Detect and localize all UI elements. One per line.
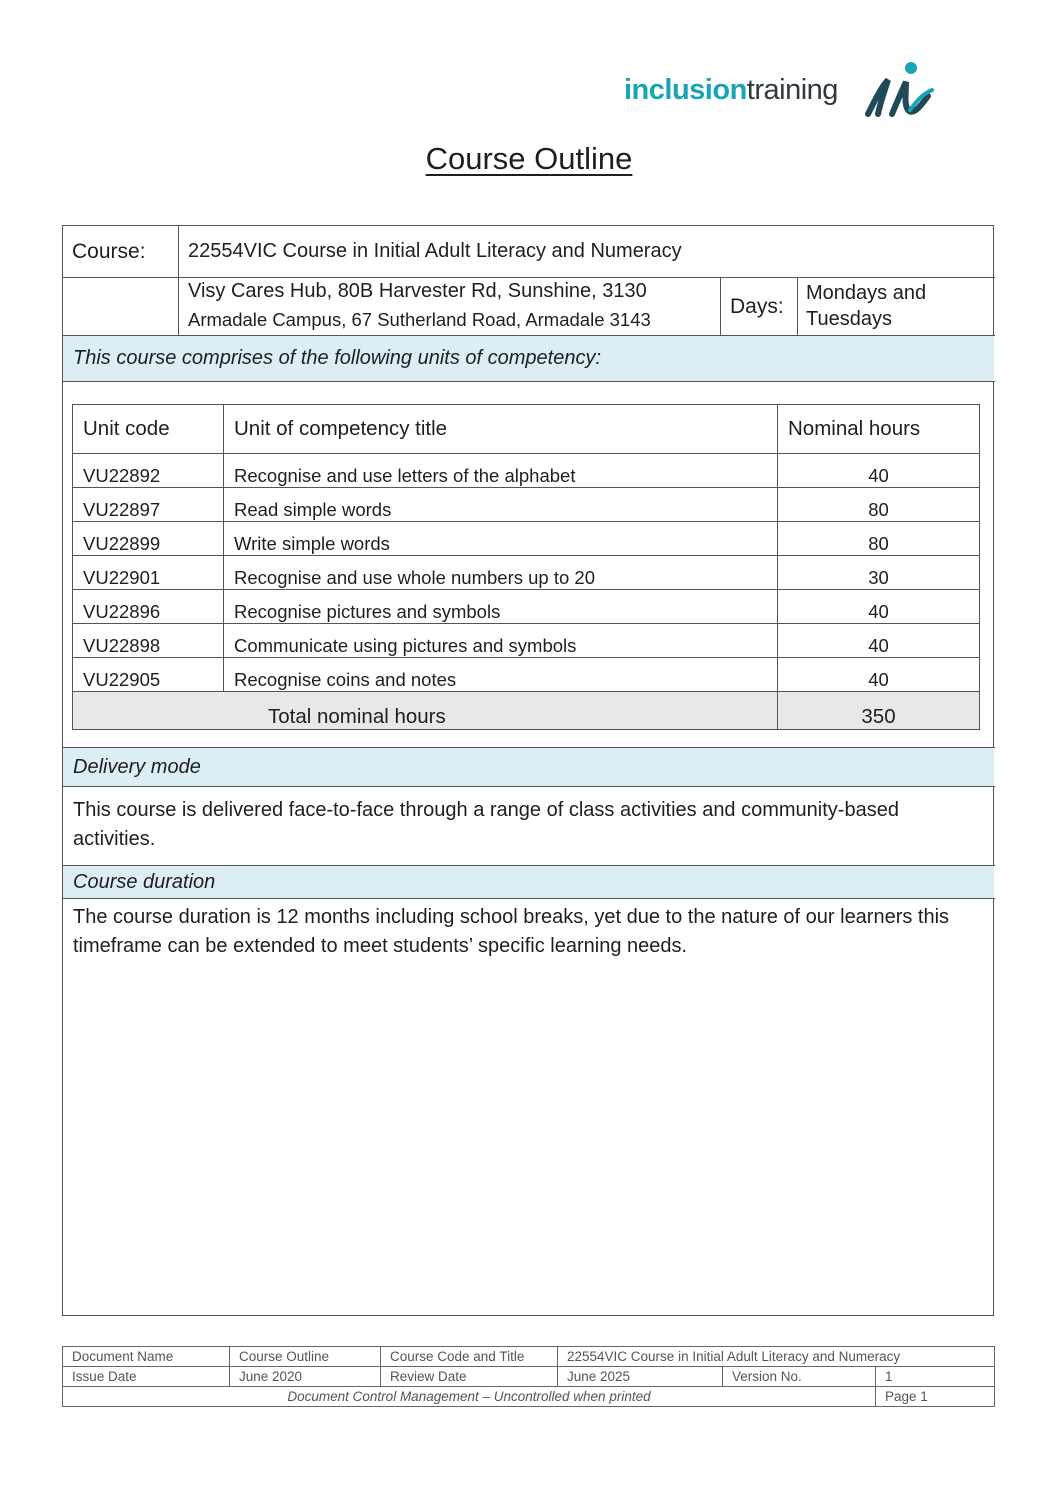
days-divider-right bbox=[797, 277, 798, 335]
unit-hours: 30 bbox=[778, 556, 980, 590]
unit-title: Recognise pictures and symbols bbox=[224, 590, 778, 624]
version-value: 1 bbox=[876, 1367, 995, 1387]
unit-code: VU22896 bbox=[73, 590, 224, 624]
units-table bbox=[72, 404, 980, 730]
header-unit-code: Unit code bbox=[73, 405, 224, 454]
unit-title: Communicate using pictures and symbols bbox=[224, 624, 778, 658]
days-value-2: Tuesdays bbox=[806, 308, 892, 330]
brand-wordmark bbox=[624, 74, 838, 107]
footer-row bbox=[63, 1367, 995, 1387]
unit-hours: 40 bbox=[778, 624, 980, 658]
days-value-1: Mondays and bbox=[806, 282, 927, 304]
row-divider bbox=[62, 898, 995, 899]
header-nominal-hours: Nominal hours bbox=[778, 405, 980, 454]
duration-text: The course duration is 12 months including school breaks, yet due to the nature of our learners this timeframe can be extended to meet students’ specific learning needs. bbox=[73, 906, 950, 957]
doc-name-label: Document Name bbox=[63, 1347, 230, 1367]
table-row bbox=[73, 488, 980, 522]
issue-value: June 2020 bbox=[230, 1367, 381, 1387]
doc-name-value: Course Outline bbox=[230, 1347, 381, 1367]
delivery-band bbox=[63, 748, 994, 786]
review-label: Review Date bbox=[381, 1367, 558, 1387]
days-divider-left bbox=[720, 277, 721, 335]
table-row bbox=[73, 522, 980, 556]
unit-code: VU22898 bbox=[73, 624, 224, 658]
unit-title: Recognise coins and notes bbox=[224, 658, 778, 692]
version-label: Version No. bbox=[723, 1367, 876, 1387]
location-2: Armadale Campus, 67 Sutherland Road, Armadale 3143 bbox=[188, 309, 651, 330]
control-text: Document Control Management – Uncontrolled when printed bbox=[63, 1387, 876, 1407]
footer-row bbox=[63, 1387, 995, 1407]
footer-row bbox=[63, 1347, 995, 1367]
table-row bbox=[73, 556, 980, 590]
brand-name-light: training bbox=[746, 74, 838, 106]
header-unit-title: Unit of competency title bbox=[224, 405, 778, 454]
unit-hours: 40 bbox=[778, 590, 980, 624]
unit-title: Recognise and use whole numbers up to 20 bbox=[224, 556, 778, 590]
unit-hours: 40 bbox=[778, 658, 980, 692]
course-value: 22554VIC Course in Initial Adult Literacy and Numeracy bbox=[188, 240, 682, 262]
table-row bbox=[73, 454, 980, 488]
code-title-label: Course Code and Title bbox=[381, 1347, 558, 1367]
total-label: Total nominal hours bbox=[73, 692, 778, 730]
inclusion-mark-icon bbox=[862, 60, 936, 120]
unit-title: Recognise and use letters of the alphabet bbox=[224, 454, 778, 488]
review-value: June 2025 bbox=[558, 1367, 723, 1387]
document-control-footer bbox=[62, 1346, 995, 1407]
row-divider bbox=[62, 381, 995, 382]
delivery-text: This course is delivered face-to-face through a range of class activities and community-based activities. bbox=[73, 799, 899, 850]
unit-hours: 80 bbox=[778, 522, 980, 556]
location-1: Visy Cares Hub, 80B Harvester Rd, Sunshine, 3130 bbox=[188, 280, 647, 302]
total-row bbox=[73, 692, 980, 730]
units-section-heading: This course comprises of the following units of competency: bbox=[73, 347, 602, 369]
unit-code: VU22905 bbox=[73, 658, 224, 692]
table-row bbox=[73, 658, 980, 692]
course-divider bbox=[178, 225, 179, 335]
brand-logo bbox=[624, 60, 934, 120]
page-number: Page 1 bbox=[876, 1387, 995, 1407]
unit-hours: 40 bbox=[778, 454, 980, 488]
brand-name-bold: inclusion bbox=[624, 74, 747, 106]
table-row bbox=[73, 624, 980, 658]
days-label: Days: bbox=[730, 295, 784, 318]
row-divider bbox=[62, 786, 995, 787]
course-label: Course: bbox=[72, 240, 146, 263]
row-divider bbox=[62, 277, 995, 278]
total-value: 350 bbox=[778, 692, 980, 730]
unit-hours: 80 bbox=[778, 488, 980, 522]
duration-heading: Course duration bbox=[73, 871, 216, 893]
unit-code: VU22899 bbox=[73, 522, 224, 556]
units-table-header bbox=[73, 405, 980, 454]
unit-title: Write simple words bbox=[224, 522, 778, 556]
issue-label: Issue Date bbox=[63, 1367, 230, 1387]
delivery-heading: Delivery mode bbox=[73, 756, 201, 778]
table-row bbox=[73, 590, 980, 624]
unit-code: VU22897 bbox=[73, 488, 224, 522]
page-title: Course Outline bbox=[425, 141, 633, 176]
unit-code: VU22892 bbox=[73, 454, 224, 488]
unit-title: Read simple words bbox=[224, 488, 778, 522]
code-title-value: 22554VIC Course in Initial Adult Literacy and Numeracy bbox=[558, 1347, 995, 1367]
unit-code: VU22901 bbox=[73, 556, 224, 590]
